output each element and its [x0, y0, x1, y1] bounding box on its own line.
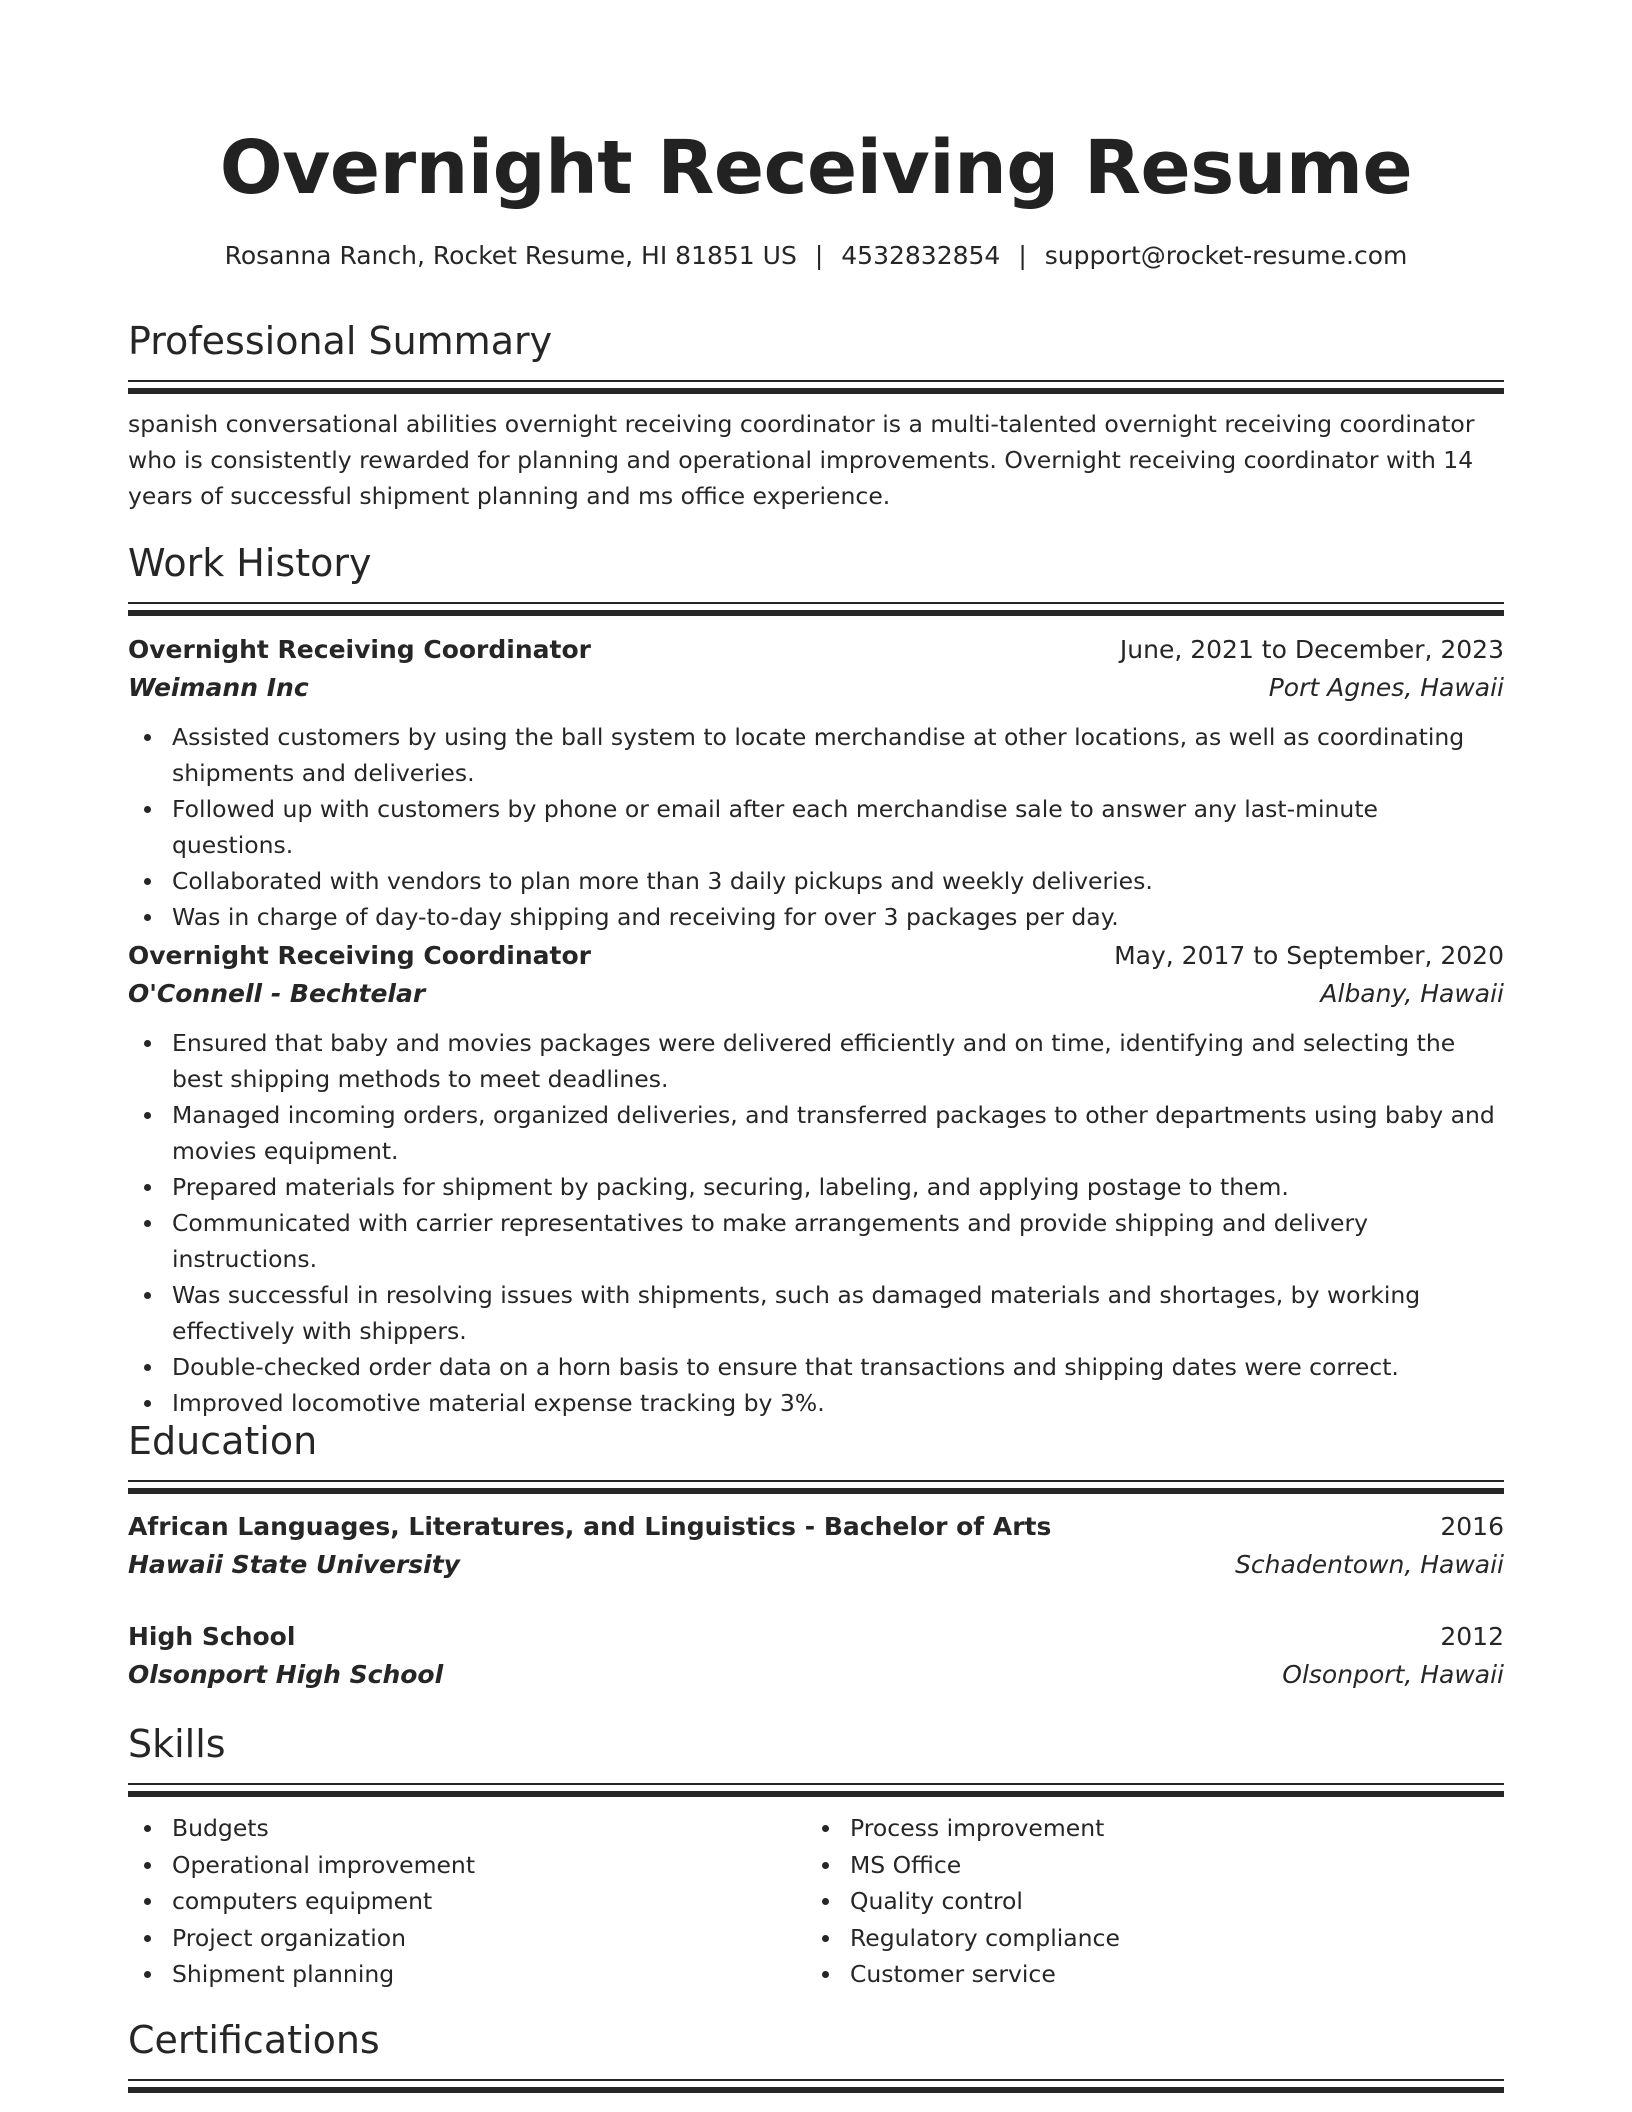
school-name: Hawaii State University — [128, 1550, 460, 1579]
contact-separator: | — [1018, 241, 1027, 270]
school-location: Schadentown, Hawaii — [1235, 1550, 1504, 1579]
education-entry — [128, 1508, 1504, 1584]
skill-item: computers equipment — [128, 1883, 806, 1920]
section-rule — [128, 610, 1504, 616]
school-name: Olsonport High School — [128, 1660, 444, 1689]
section-title: Professional Summary — [128, 319, 553, 363]
section-title: Certifications — [128, 2018, 380, 2062]
list-item: Followed up with customers by phone or email after each merchandise sale to answer any last-minute questions. — [128, 791, 1504, 863]
degree: High School — [128, 1622, 296, 1651]
list-item: Collaborated with vendors to plan more than 3 daily pickups and weekly deliveries. — [128, 863, 1504, 899]
contact-address: Rosanna Ranch, Rocket Resume, HI 81851 US — [224, 241, 797, 270]
contact-line — [128, 238, 1504, 274]
skills-column-right — [806, 1810, 1484, 1993]
section-rule — [128, 2087, 1504, 2093]
section-rule — [128, 1488, 1504, 1494]
skill-item: Regulatory compliance — [806, 1920, 1484, 1957]
job-bullets — [128, 1025, 1504, 1421]
job-location: Port Agnes, Hawaii — [1268, 673, 1504, 702]
list-item: Managed incoming orders, organized deliveries, and transferred packages to other departments using baby and movies equipment. — [128, 1097, 1504, 1169]
job-entry — [128, 937, 1504, 1421]
education-entry — [128, 1618, 1504, 1694]
skill-item: Shipment planning — [128, 1956, 806, 1993]
section-rule — [128, 1480, 1504, 1482]
job-dates: May, 2017 to September, 2020 — [1114, 941, 1504, 970]
list-item: Ensured that baby and movies packages were delivered efficiently and on time, identifying and selecting the best shipping methods to meet deadlines. — [128, 1025, 1504, 1097]
contact-phone: 4532832854 — [841, 241, 1001, 270]
section-header-certifications — [128, 2015, 1504, 2093]
job-entry — [128, 631, 1504, 935]
section-header-skills — [128, 1719, 1504, 1797]
skills-list — [128, 1810, 1504, 1993]
list-item: Prepared materials for shipment by packing, securing, labeling, and applying postage to them. — [128, 1169, 1504, 1205]
skills-column-left — [128, 1810, 806, 1993]
list-item: Assisted customers by using the ball system to locate merchandise at other locations, as well as coordinating shipments and deliveries. — [128, 719, 1504, 791]
list-item: Improved locomotive material expense tracking by 3%. — [128, 1385, 1504, 1421]
skill-item: Customer service — [806, 1956, 1484, 1993]
grad-year: 2012 — [1440, 1622, 1504, 1651]
job-location: Albany, Hawaii — [1320, 979, 1504, 1008]
skill-item: MS Office — [806, 1847, 1484, 1884]
resume-title: Overnight Receiving Resume — [219, 125, 1413, 211]
section-rule — [128, 1783, 1504, 1785]
job-company: Weimann Inc — [128, 673, 309, 702]
list-item: Communicated with carrier representatives to make arrangements and provide shipping and delivery instructions. — [128, 1205, 1504, 1277]
section-header-work — [128, 538, 1504, 616]
section-title: Education — [128, 1419, 318, 1463]
job-dates: June, 2021 to December, 2023 — [1119, 635, 1504, 664]
grad-year: 2016 — [1440, 1512, 1504, 1541]
section-title: Work History — [128, 541, 372, 585]
summary-text: spanish conversational abilities overnight receiving coordinator is a multi-talented overnight receiving coordinator who is consistently rewarded for planning and operational improvements. Overnight receiving coordinator with 14 years of successful shipment planning and ms office experience. — [128, 410, 1475, 510]
section-rule — [128, 380, 1504, 382]
school-location: Olsonport, Hawaii — [1282, 1660, 1504, 1689]
section-title: Skills — [128, 1722, 226, 1766]
degree: African Languages, Literatures, and Linguistics - Bachelor of Arts — [128, 1512, 1052, 1541]
skill-item: Quality control — [806, 1883, 1484, 1920]
skill-item: Budgets — [128, 1810, 806, 1847]
job-bullets — [128, 719, 1504, 935]
skill-item: Operational improvement — [128, 1847, 806, 1884]
contact-email[interactable]: support@rocket-resume.com — [1044, 241, 1408, 270]
section-rule — [128, 602, 1504, 604]
skill-item: Project organization — [128, 1920, 806, 1957]
job-title: Overnight Receiving Coordinator — [128, 635, 591, 664]
list-item: Double-checked order data on a horn basis to ensure that transactions and shipping dates were correct. — [128, 1349, 1504, 1385]
section-rule — [128, 2079, 1504, 2081]
section-header-education — [128, 1416, 1504, 1494]
list-item: Was successful in resolving issues with shipments, such as damaged materials and shortages, by working effectively with shippers. — [128, 1277, 1504, 1349]
section-header-summary — [128, 316, 1504, 394]
contact-separator: | — [814, 241, 824, 270]
job-company: O'Connell - Bechtelar — [128, 979, 426, 1008]
section-rule — [128, 1791, 1504, 1797]
list-item: Was in charge of day-to-day shipping and receiving for over 3 packages per day. — [128, 899, 1504, 935]
skill-item: Process improvement — [806, 1810, 1484, 1847]
section-rule — [128, 388, 1504, 394]
job-title: Overnight Receiving Coordinator — [128, 941, 591, 970]
